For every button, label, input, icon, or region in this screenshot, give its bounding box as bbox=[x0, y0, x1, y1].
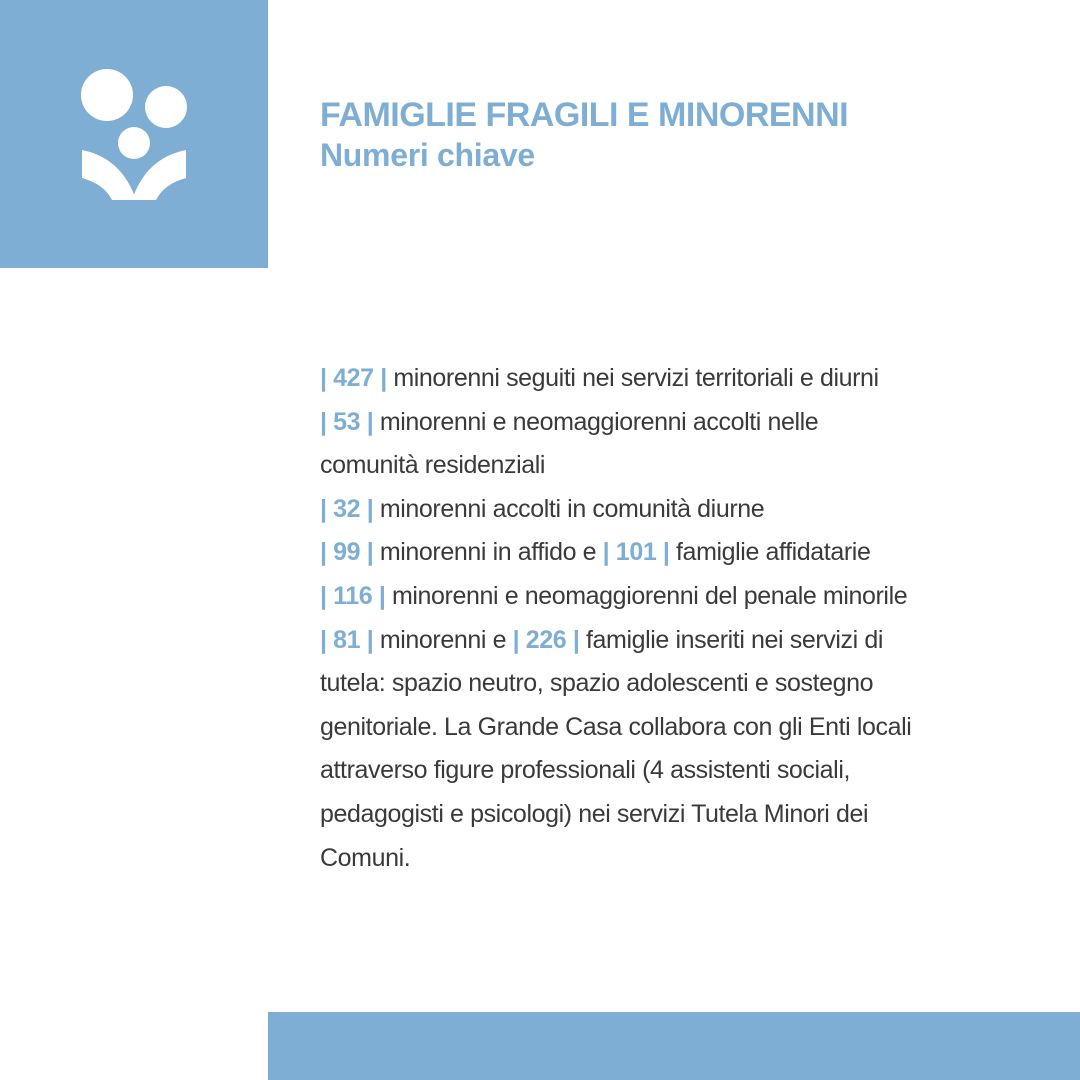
stat-description: famiglie inseriti nei servizi di bbox=[579, 625, 883, 654]
logo-circle-small bbox=[118, 127, 150, 159]
stat-description: attraverso figure professionali (4 assistenti sociali, bbox=[320, 756, 851, 785]
text-line bbox=[320, 357, 960, 401]
stat-value: | 116 | bbox=[320, 581, 386, 610]
corner-panel bbox=[0, 0, 268, 268]
text-line bbox=[320, 837, 960, 881]
stat-description: minorenni accolti in comunità diurne bbox=[373, 494, 765, 523]
text-line bbox=[320, 488, 960, 532]
text-line bbox=[320, 619, 960, 663]
stat-description: pedagogisti e psicologi) nei servizi Tutela Minori dei bbox=[320, 799, 869, 828]
stat-description: minorenni e bbox=[373, 625, 513, 654]
key-numbers-text bbox=[320, 357, 960, 880]
page-subtitle: Numeri chiave bbox=[320, 137, 535, 173]
stat-value: | 99 | bbox=[320, 538, 374, 567]
text-line bbox=[320, 444, 960, 488]
stat-value: | 53 | bbox=[320, 407, 374, 436]
header bbox=[320, 95, 1040, 175]
bottom-bar bbox=[268, 1012, 1080, 1080]
stat-description: minorenni e neomaggiorenni del penale minorile bbox=[385, 581, 908, 610]
text-line bbox=[320, 793, 960, 837]
page-title: FAMIGLIE FRAGILI E MINORENNI bbox=[320, 96, 849, 134]
stat-description: Comuni. bbox=[320, 843, 411, 872]
stat-value: | 427 | bbox=[320, 364, 387, 392]
text-line bbox=[320, 401, 960, 445]
stat-value: | 32 | bbox=[320, 494, 374, 523]
text-line bbox=[320, 749, 960, 793]
stat-description: minorenni e neomaggiorenni accolti nelle bbox=[373, 407, 819, 436]
logo-circle-right bbox=[145, 86, 187, 128]
stat-description: genitoriale. La Grande Casa collabora con gli Enti locali bbox=[320, 712, 912, 741]
stat-description: minorenni seguiti nei servizi territoriali e diurni bbox=[386, 364, 879, 392]
stat-description: minorenni in affido e bbox=[373, 538, 603, 567]
text-line bbox=[320, 575, 960, 619]
stat-value: | 226 | bbox=[512, 625, 580, 654]
text-line bbox=[320, 706, 960, 750]
stat-description: comunità residenziali bbox=[320, 451, 546, 480]
text-line bbox=[320, 662, 960, 706]
people-circles-logo-icon bbox=[74, 62, 194, 204]
stat-description: tutela: spazio neutro, spazio adolescenti e sostegno bbox=[320, 669, 874, 698]
text-line bbox=[320, 531, 960, 575]
stat-description: famiglie affidatarie bbox=[669, 538, 871, 567]
logo-circle-large bbox=[81, 69, 133, 121]
stat-value: | 101 | bbox=[602, 538, 670, 567]
stat-value: | 81 | bbox=[320, 625, 374, 654]
